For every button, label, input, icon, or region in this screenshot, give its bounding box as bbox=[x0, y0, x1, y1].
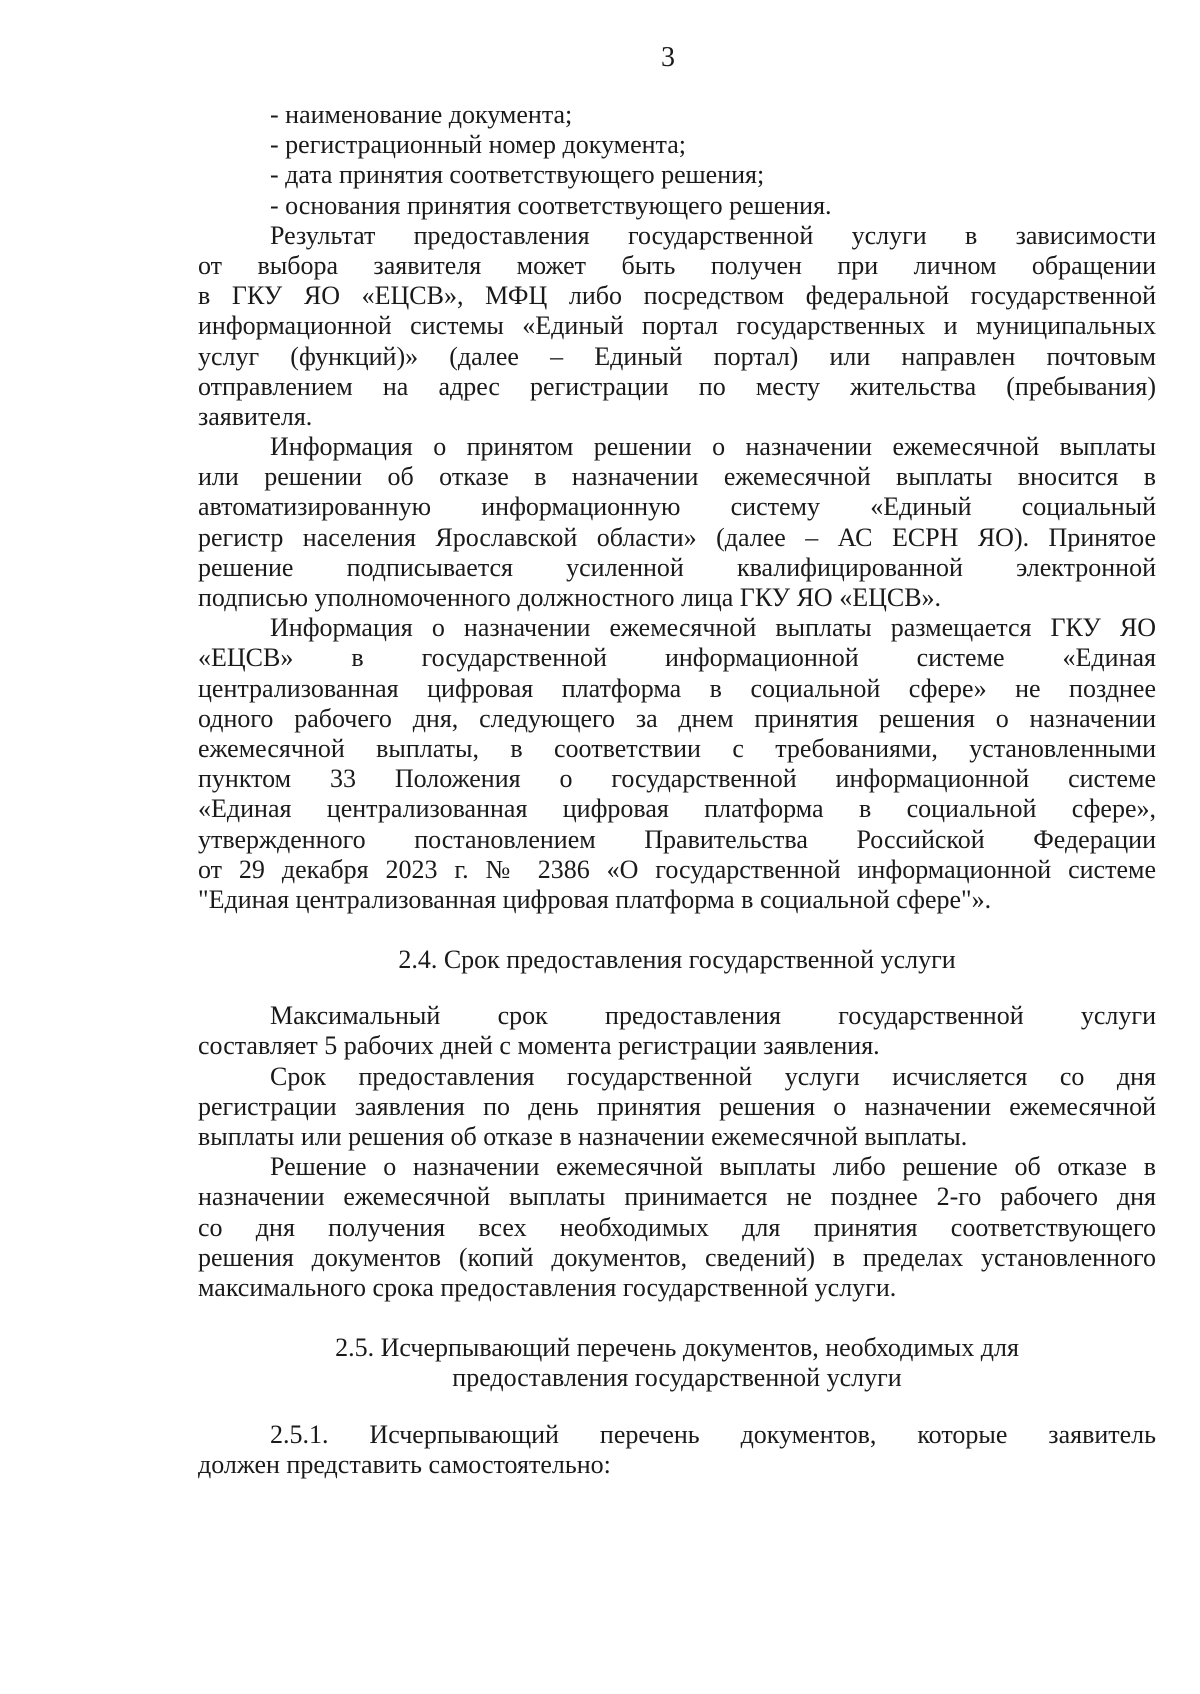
text-line: составляет 5 рабочих дней с момента регистрации заявления. bbox=[198, 1031, 880, 1061]
text-line: утвержденного постановлением Правительства Российской Федерации bbox=[198, 824, 1156, 854]
section-2-5-body bbox=[198, 1420, 1156, 1480]
text-line: Информация о принятом решении о назначении ежемесячной выплаты bbox=[270, 432, 1156, 462]
text-line: выплаты или решения об отказе в назначении ежемесячной выплаты. bbox=[198, 1122, 968, 1151]
text-line: от 29 декабря 2023 г. № 2386 «О государственной информационной системе bbox=[198, 854, 1156, 884]
text-line: решения документов (копий документов, сведений) в пределах установленного bbox=[198, 1242, 1156, 1272]
page-number: 3 bbox=[661, 42, 675, 73]
spacer bbox=[198, 915, 1156, 945]
text-line: "Единая централизованная цифровая платформа в социальной сфере"». bbox=[198, 884, 992, 914]
section-2-3-tail bbox=[198, 100, 1156, 915]
text-line: назначении ежемесячной выплаты принимается не позднее 2-го рабочего дня bbox=[198, 1182, 1156, 1212]
text-line: централизованная цифровая платформа в социальной сфере» не позднее bbox=[198, 673, 1156, 703]
text-line: пунктом 33 Положения о государственной информационной системе bbox=[198, 764, 1156, 794]
text-line: - дата принятия соответствующего решения; bbox=[270, 160, 765, 190]
spacer bbox=[198, 1303, 1156, 1333]
heading-2-5-line-1: 2.5. Исчерпывающий перечень документов, необходимых для bbox=[335, 1333, 1019, 1363]
text-line: ежемесячной выплаты, в соответствии с требованиями, установленными bbox=[198, 733, 1156, 763]
text-line: Срок предоставления государственной услуги исчисляется со дня bbox=[270, 1061, 1156, 1091]
text-line: автоматизированную информационную систему «Единый социальный bbox=[198, 492, 1156, 522]
text-line: Результат предоставления государственной услуги в зависимости bbox=[270, 220, 1156, 250]
text-line: - регистрационный номер документа; bbox=[270, 130, 686, 160]
text-line: в ГКУ ЯО «ЕЦСВ», МФЦ либо посредством федеральной государственной bbox=[198, 281, 1156, 311]
text-line: - основания принятия соответствующего решения. bbox=[270, 190, 832, 220]
text-line: Максимальный срок предоставления государственной услуги bbox=[270, 1001, 1156, 1031]
text-line: 2.5.1. Исчерпывающий перечень документов, которые заявитель bbox=[270, 1419, 1156, 1449]
text-line: регистр населения Ярославской области» (далее – АС ЕСРН ЯО). Принятое bbox=[198, 522, 1156, 552]
text-line: «Единая централизованная цифровая платформа в социальной сфере», bbox=[198, 794, 1156, 824]
text-line: решение подписывается усиленной квалифицированной электронной bbox=[198, 552, 1156, 582]
section-2-4-body bbox=[198, 1001, 1156, 1303]
text-line: должен представить самостоятельно: bbox=[198, 1449, 611, 1479]
text-line: максимального срока предоставления государственной услуги. bbox=[198, 1272, 897, 1302]
text-line: Информация о назначении ежемесячной выплаты размещается ГКУ ЯО bbox=[270, 613, 1156, 643]
text-line: Решение о назначении ежемесячной выплаты либо решение об отказе в bbox=[270, 1152, 1156, 1182]
text-line: или решении об отказе в назначении ежемесячной выплаты вносится в bbox=[198, 462, 1156, 492]
text-line: регистрации заявления по день принятия решения о назначении ежемесячной bbox=[198, 1091, 1156, 1121]
text-line: заявителя. bbox=[198, 401, 313, 431]
heading-2-5-line-2: предоставления государственной услуги bbox=[452, 1363, 902, 1393]
text-line: - наименование документа; bbox=[270, 100, 573, 129]
text-line: одного рабочего дня, следующего за днем принятия решения о назначении bbox=[198, 703, 1156, 733]
text-line: со дня получения всех необходимых для принятия соответствующего bbox=[198, 1212, 1156, 1242]
text-line: услуг (функций)» (далее – Единый портал) или направлен почтовым bbox=[198, 341, 1156, 371]
text-line: от выбора заявителя может быть получен при личном обращении bbox=[198, 250, 1156, 280]
text-line: информационной системы «Единый портал государственных и муниципальных bbox=[198, 311, 1156, 341]
text-line: подписью уполномоченного должностного лица ГКУ ЯО «ЕЦСВ». bbox=[198, 583, 942, 612]
spacer bbox=[198, 1394, 1156, 1420]
heading-2-4: 2.4. Срок предоставления государственной услуги bbox=[398, 945, 956, 975]
document-body bbox=[198, 100, 1156, 1480]
text-line: «ЕЦСВ» в государственной информационной системе «Единая bbox=[198, 643, 1156, 673]
spacer bbox=[198, 975, 1156, 1001]
text-line: отправлением на адрес регистрации по месту жительства (пребывания) bbox=[198, 371, 1156, 401]
